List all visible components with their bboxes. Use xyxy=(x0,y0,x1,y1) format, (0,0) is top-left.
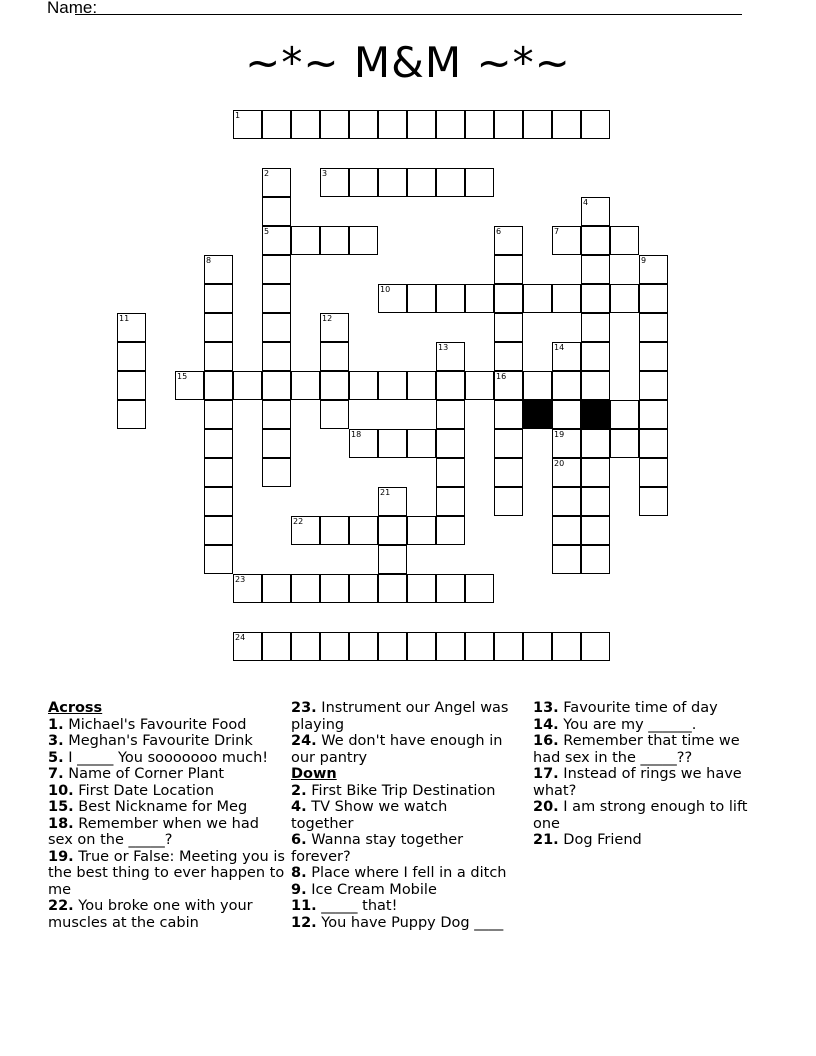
black-cell xyxy=(581,400,610,429)
grid-cell[interactable] xyxy=(262,371,291,400)
clue-across-24: 24. We don't have enough in our pantry xyxy=(291,733,503,766)
grid-cell[interactable] xyxy=(349,516,378,545)
clue-across-15: 15. Best Nickname for Meg xyxy=(48,799,248,815)
grid-cell[interactable] xyxy=(639,429,668,458)
grid-cell[interactable] xyxy=(320,632,349,661)
clue-across-7: 7. Name of Corner Plant xyxy=(48,766,225,782)
grid-cell[interactable] xyxy=(552,284,581,313)
grid-cell[interactable] xyxy=(494,487,523,516)
grid-cell[interactable] xyxy=(291,574,320,603)
grid-cell[interactable] xyxy=(233,632,262,661)
name-input-line[interactable] xyxy=(75,14,742,15)
puzzle-title: ~*~ M&M ~*~ xyxy=(245,38,571,87)
grid-cell[interactable] xyxy=(378,429,407,458)
grid-cell[interactable] xyxy=(320,371,349,400)
clue-down-16: 16. Remember that time we had sex in the _____?? xyxy=(533,733,740,766)
grid-cell[interactable] xyxy=(494,110,523,139)
grid-cell[interactable] xyxy=(262,255,291,284)
grid-cell[interactable] xyxy=(465,168,494,197)
grid-cell[interactable] xyxy=(552,545,581,574)
clue-number: 5 xyxy=(264,227,270,236)
clue-across-1: 1. Michael's Favourite Food xyxy=(48,716,247,733)
grid-cell[interactable] xyxy=(407,429,436,458)
clue-number: 7 xyxy=(554,227,560,236)
grid-cell[interactable] xyxy=(581,545,610,574)
clue-down-20: 20. I am strong enough to lift one xyxy=(533,799,748,832)
clue-column-3 xyxy=(533,700,755,849)
grid-cell[interactable] xyxy=(523,632,552,661)
grid-cell[interactable] xyxy=(610,429,639,458)
grid-cell[interactable] xyxy=(581,516,610,545)
grid-cell[interactable] xyxy=(117,371,146,400)
grid-cell[interactable] xyxy=(436,284,465,313)
grid-cell[interactable] xyxy=(523,284,552,313)
clue-across-19: 19. True or False: Meeting you is the best thing to ever happen to me xyxy=(48,848,285,898)
grid-cell[interactable] xyxy=(204,313,233,342)
grid-cell[interactable] xyxy=(552,371,581,400)
clue-down-2: 2. First Bike Trip Destination xyxy=(291,782,496,799)
clue-number: 23 xyxy=(235,575,246,584)
clue-across-5: 5. I _____ You sooooooo much! xyxy=(48,749,269,766)
grid-cell[interactable] xyxy=(494,429,523,458)
grid-cell[interactable] xyxy=(320,168,349,197)
grid-cell[interactable] xyxy=(465,574,494,603)
grid-cell[interactable] xyxy=(407,632,436,661)
grid-cell[interactable] xyxy=(407,574,436,603)
grid-cell[interactable] xyxy=(117,400,146,429)
grid-cell[interactable] xyxy=(465,632,494,661)
down-heading: Down xyxy=(291,766,337,782)
clue-down-14: 14. You are my ______. xyxy=(533,716,697,733)
grid-cell[interactable] xyxy=(320,226,349,255)
grid-cell[interactable] xyxy=(581,110,610,139)
grid-cell[interactable] xyxy=(639,400,668,429)
grid-cell[interactable] xyxy=(494,313,523,342)
grid-cell[interactable] xyxy=(291,371,320,400)
grid-cell[interactable] xyxy=(494,632,523,661)
grid-cell[interactable] xyxy=(349,168,378,197)
grid-cell[interactable] xyxy=(639,458,668,487)
grid-cell[interactable] xyxy=(465,284,494,313)
grid-cell[interactable] xyxy=(262,400,291,429)
clue-down-9: 9. Ice Cream Mobile xyxy=(291,881,437,898)
grid-cell[interactable] xyxy=(581,371,610,400)
clue-number: 20 xyxy=(554,459,565,468)
clue-number: 10 xyxy=(380,285,391,294)
grid-cell[interactable] xyxy=(552,632,581,661)
grid-cell[interactable] xyxy=(581,342,610,371)
grid-cell[interactable] xyxy=(204,284,233,313)
grid-cell[interactable] xyxy=(378,168,407,197)
grid-cell[interactable] xyxy=(262,313,291,342)
grid-cell[interactable] xyxy=(436,632,465,661)
grid-cell[interactable] xyxy=(233,110,262,139)
grid-cell[interactable] xyxy=(204,400,233,429)
clue-down-6: 6. Wanna stay together forever? xyxy=(291,832,464,865)
grid-cell[interactable] xyxy=(407,284,436,313)
clue-number: 19 xyxy=(554,430,565,439)
grid-cell[interactable] xyxy=(378,516,407,545)
clue-number: 2 xyxy=(264,169,270,178)
clue-number: 3 xyxy=(322,169,328,178)
grid-cell[interactable] xyxy=(407,516,436,545)
grid-cell[interactable] xyxy=(581,226,610,255)
grid-cell[interactable] xyxy=(349,632,378,661)
grid-cell[interactable] xyxy=(552,226,581,255)
grid-cell[interactable] xyxy=(233,371,262,400)
grid-cell[interactable] xyxy=(262,342,291,371)
grid-cell[interactable] xyxy=(639,487,668,516)
grid-cell[interactable] xyxy=(610,226,639,255)
grid-cell[interactable] xyxy=(320,574,349,603)
grid-cell[interactable] xyxy=(552,342,581,371)
grid-cell[interactable] xyxy=(523,371,552,400)
grid-cell[interactable] xyxy=(494,400,523,429)
clue-down-11: 11. _____ that! xyxy=(291,898,398,914)
grid-cell[interactable] xyxy=(378,371,407,400)
grid-cell[interactable] xyxy=(436,574,465,603)
grid-cell[interactable] xyxy=(639,371,668,400)
clue-across-23: 23. Instrument our Angel was playing xyxy=(291,700,509,733)
grid-cell[interactable] xyxy=(349,226,378,255)
clue-down-17: 17. Instead of rings we have what? xyxy=(533,766,742,799)
clue-number: 4 xyxy=(583,198,589,207)
grid-cell[interactable] xyxy=(552,516,581,545)
grid-cell[interactable] xyxy=(581,487,610,516)
grid-cell[interactable] xyxy=(552,458,581,487)
grid-cell[interactable] xyxy=(378,487,407,516)
across-heading: Across xyxy=(48,700,103,716)
grid-cell[interactable] xyxy=(639,342,668,371)
grid-cell[interactable] xyxy=(378,110,407,139)
grid-cell[interactable] xyxy=(204,516,233,545)
grid-cell[interactable] xyxy=(465,371,494,400)
clue-number: 22 xyxy=(293,517,304,526)
clue-number: 17 xyxy=(525,401,536,410)
clue-down-8: 8. Place where I fell in a ditch xyxy=(291,865,507,881)
clue-down-13: 13. Favourite time of day xyxy=(533,700,718,716)
grid-cell[interactable] xyxy=(494,342,523,371)
grid-cell[interactable] xyxy=(639,313,668,342)
black-cell xyxy=(523,400,552,429)
grid-cell[interactable] xyxy=(407,168,436,197)
grid-cell[interactable] xyxy=(523,110,552,139)
clue-number: 1 xyxy=(235,111,241,120)
grid-cell[interactable] xyxy=(378,284,407,313)
grid-cell[interactable] xyxy=(349,110,378,139)
clue-number: 12 xyxy=(322,314,333,323)
grid-cell[interactable] xyxy=(349,574,378,603)
grid-cell[interactable] xyxy=(320,313,349,342)
grid-cell[interactable] xyxy=(262,110,291,139)
grid-cell[interactable] xyxy=(552,487,581,516)
grid-cell[interactable] xyxy=(436,342,465,371)
grid-cell[interactable] xyxy=(204,458,233,487)
clue-across-10: 10. First Date Location xyxy=(48,782,215,799)
grid-cell[interactable] xyxy=(320,342,349,371)
grid-cell[interactable] xyxy=(436,400,465,429)
grid-cell[interactable] xyxy=(291,110,320,139)
grid-cell[interactable] xyxy=(320,516,349,545)
grid-cell[interactable] xyxy=(233,574,262,603)
grid-cell[interactable] xyxy=(378,574,407,603)
grid-cell[interactable] xyxy=(262,458,291,487)
grid-cell[interactable] xyxy=(494,371,523,400)
grid-cell[interactable] xyxy=(349,371,378,400)
grid-cell[interactable] xyxy=(349,429,378,458)
clue-number: 8 xyxy=(206,256,212,265)
grid-cell[interactable] xyxy=(552,429,581,458)
grid-cell[interactable] xyxy=(204,342,233,371)
clue-column-1 xyxy=(48,700,286,931)
grid-cell[interactable] xyxy=(436,487,465,516)
grid-cell[interactable] xyxy=(262,429,291,458)
grid-cell[interactable] xyxy=(465,110,494,139)
grid-cell[interactable] xyxy=(117,313,146,342)
grid-cell[interactable] xyxy=(436,429,465,458)
clue-number: 15 xyxy=(177,372,188,381)
clue-down-21: 21. Dog Friend xyxy=(533,832,642,848)
clue-down-12: 12. You have Puppy Dog ____ xyxy=(291,914,504,931)
clue-number: 21 xyxy=(380,488,391,497)
grid-cell[interactable] xyxy=(581,429,610,458)
grid-cell[interactable] xyxy=(436,371,465,400)
grid-cell[interactable] xyxy=(320,110,349,139)
grid-cell[interactable] xyxy=(436,110,465,139)
clue-number: 16 xyxy=(496,372,507,381)
clue-across-18: 18. Remember when we had sex on the _____? xyxy=(48,815,259,848)
clue-number: 24 xyxy=(235,633,246,642)
clue-number: 14 xyxy=(554,343,565,352)
grid-cell[interactable] xyxy=(552,400,581,429)
grid-cell[interactable] xyxy=(291,226,320,255)
grid-cell[interactable] xyxy=(407,371,436,400)
grid-cell[interactable] xyxy=(204,429,233,458)
grid-cell[interactable] xyxy=(291,632,320,661)
grid-cell[interactable] xyxy=(436,458,465,487)
grid-cell[interactable] xyxy=(262,574,291,603)
grid-cell[interactable] xyxy=(175,371,204,400)
grid-cell[interactable] xyxy=(494,226,523,255)
grid-cell[interactable] xyxy=(639,284,668,313)
grid-cell[interactable] xyxy=(552,110,581,139)
grid-cell[interactable] xyxy=(262,168,291,197)
grid-cell[interactable] xyxy=(581,255,610,284)
grid-cell[interactable] xyxy=(262,197,291,226)
grid-cell[interactable] xyxy=(436,516,465,545)
grid-cell[interactable] xyxy=(204,545,233,574)
clue-across-3: 3. Meghan's Favourite Drink xyxy=(48,733,253,749)
clue-number: 11 xyxy=(119,314,130,323)
grid-cell[interactable] xyxy=(262,226,291,255)
clue-across-22: 22. You broke one with your muscles at the cabin xyxy=(48,898,253,931)
grid-cell[interactable] xyxy=(436,168,465,197)
clue-number: 9 xyxy=(641,256,647,265)
grid-cell[interactable] xyxy=(581,632,610,661)
grid-cell[interactable] xyxy=(262,284,291,313)
grid-cell[interactable] xyxy=(639,255,668,284)
grid-cell[interactable] xyxy=(262,632,291,661)
clue-column-2 xyxy=(291,700,513,931)
grid-cell[interactable] xyxy=(581,197,610,226)
grid-cell[interactable] xyxy=(378,545,407,574)
grid-cell[interactable] xyxy=(204,371,233,400)
grid-cell[interactable] xyxy=(204,255,233,284)
grid-cell[interactable] xyxy=(291,516,320,545)
clue-down-4: 4. TV Show we watch together xyxy=(291,799,448,832)
grid-cell[interactable] xyxy=(581,313,610,342)
clue-number: 6 xyxy=(496,227,502,236)
grid-cell[interactable] xyxy=(378,632,407,661)
clue-number: 18 xyxy=(351,430,362,439)
grid-cell[interactable] xyxy=(581,284,610,313)
grid-cell[interactable] xyxy=(494,284,523,313)
clue-number: 13 xyxy=(438,343,449,352)
grid-cell[interactable] xyxy=(204,487,233,516)
grid-cell[interactable] xyxy=(407,110,436,139)
name-label: Name: xyxy=(47,0,98,17)
grid-cell[interactable] xyxy=(494,458,523,487)
grid-cell[interactable] xyxy=(494,255,523,284)
grid-cell[interactable] xyxy=(320,400,349,429)
grid-cell[interactable] xyxy=(610,284,639,313)
grid-cell[interactable] xyxy=(610,400,639,429)
grid-cell[interactable] xyxy=(117,342,146,371)
grid-cell[interactable] xyxy=(581,458,610,487)
